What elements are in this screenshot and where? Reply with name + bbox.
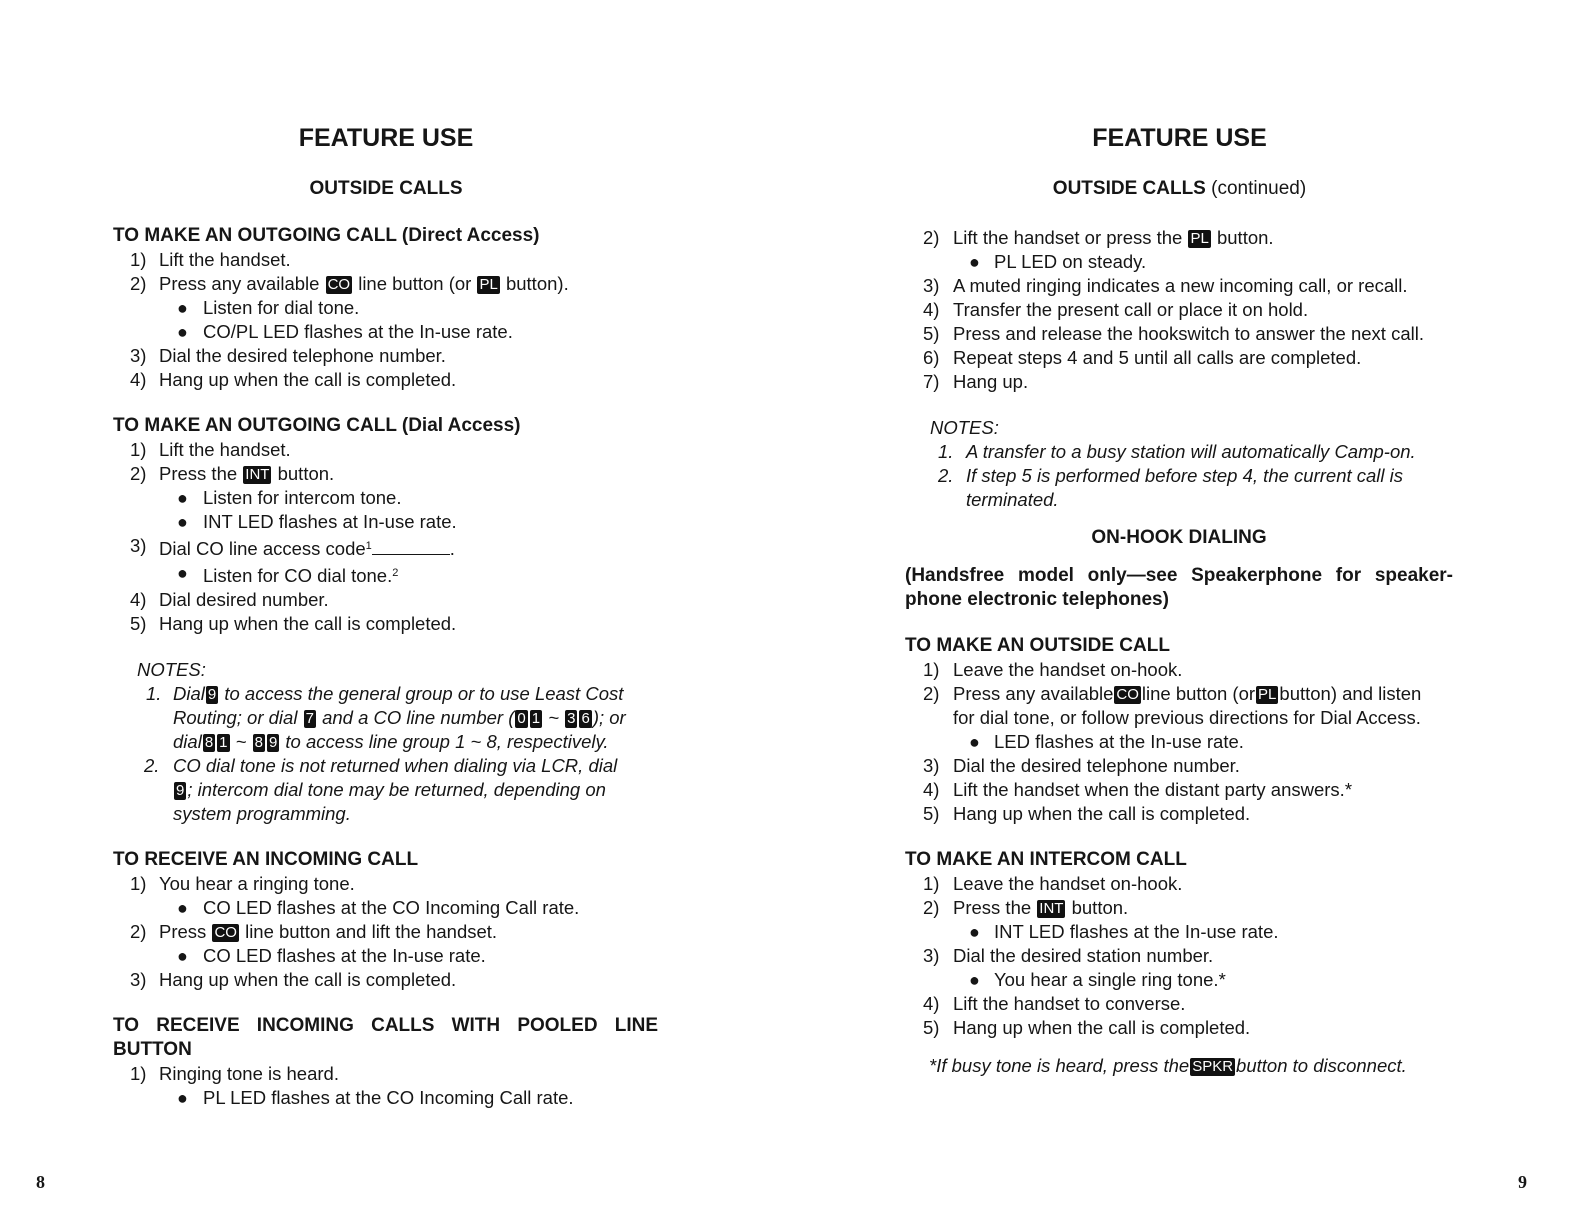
digit-key-icon: 6 xyxy=(581,710,590,727)
bullet-item: ● INT LED flashes at the In-use rate. xyxy=(969,921,1279,942)
list-item: 3) Dial the desired telephone number. xyxy=(130,345,446,366)
list-item: 3) Hang up when the call is completed. xyxy=(130,969,457,990)
list-item: 5) Hang up when the call is completed. xyxy=(130,613,457,634)
on-hook-dialing-title: ON-HOOK DIALING xyxy=(1091,527,1267,548)
list-item: 6) Repeat steps 4 and 5 until all calls are completed. xyxy=(923,347,1362,368)
bullet-icon: ● xyxy=(177,488,188,508)
bullet-icon: ● xyxy=(177,322,188,342)
note-item: 2. CO dial tone is not returned when dialing via LCR, dial 9 ; intercom dial tone may be returned, depending on system programming. xyxy=(144,755,618,824)
bullet-icon: ● xyxy=(969,922,980,942)
bullet-item: ● Listen for intercom tone. xyxy=(177,487,402,508)
bullet-icon: ● xyxy=(177,563,188,583)
digit-key-icon: 0 xyxy=(517,710,526,727)
list-item: 1) You hear a ringing tone. xyxy=(130,873,355,894)
notes-label: NOTES: xyxy=(930,417,999,438)
list-item: 2) Press any available CO line button (or PL button) and listen xyxy=(923,683,1422,704)
intercom-call-heading: TO MAKE AN INTERCOM CALL xyxy=(905,849,1187,870)
pl-key-icon: PL xyxy=(1258,686,1277,703)
list-item: 7) Hang up. xyxy=(923,371,1029,392)
page-title: FEATURE USE xyxy=(1092,124,1267,152)
note-item: 1. Dial 9 to access the general group or to use Least Cost Routing; or dial 7 and a CO line number ( 0 1 ~ 3 6 ); or dial 8 1 ~ 8 9 to access line group 1 ~ 8, respectively. xyxy=(146,683,626,752)
list-item-continued: for dial tone, or follow previous directions for Dial Access. xyxy=(953,707,1421,728)
list-item: 4) Dial desired number. xyxy=(130,589,329,610)
digit-key-icon: 3 xyxy=(567,710,576,727)
bullet-item: ● PL LED on steady. xyxy=(969,251,1147,272)
list-item: 1) Lift the handset. xyxy=(130,439,291,460)
pl-key-icon: PL xyxy=(1190,230,1209,247)
list-item: 5) Hang up when the call is completed. xyxy=(923,803,1251,824)
page-number: 9 xyxy=(1518,1172,1527,1192)
list-item: 3) A muted ringing indicates a new incoming call, or recall. xyxy=(923,275,1408,296)
outside-call-heading: TO MAKE AN OUTSIDE CALL xyxy=(905,635,1170,656)
right-content xyxy=(905,226,1465,1078)
bullet-item: ● CO/PL LED flashes at the In-use rate. xyxy=(177,321,513,342)
footnote: *If busy tone is heard, press the SPKR button to disconnect. xyxy=(929,1055,1407,1076)
bullet-icon: ● xyxy=(177,946,188,966)
co-key-icon: CO xyxy=(327,276,351,293)
list-item: 4) Lift the handset to converse. xyxy=(923,993,1186,1014)
bullet-icon: ● xyxy=(969,252,980,272)
digit-key-icon: 1 xyxy=(531,710,541,727)
note-item: 2. If step 5 is performed before step 4, the current call is terminated. xyxy=(938,465,1404,510)
digit-key-icon: 1 xyxy=(219,734,228,751)
bullet-icon: ● xyxy=(969,732,980,752)
page-number: 8 xyxy=(36,1172,45,1192)
list-item: 2) Press any available CO line button (or PL button). xyxy=(130,273,569,294)
list-item: 4) Hang up when the call is completed. xyxy=(130,369,457,390)
digit-key-icon: 8 xyxy=(204,734,214,751)
pl-key-icon: PL xyxy=(479,276,498,293)
bullet-item: ● Listen for CO dial tone.$^2$ xyxy=(177,563,399,586)
section-title: OUTSIDE CALLS xyxy=(309,178,463,199)
int-key-icon: INT xyxy=(245,466,270,483)
list-item: 1) Ringing tone is heard. xyxy=(130,1063,339,1084)
notes-label: NOTES: xyxy=(137,659,206,680)
bullet-icon: ● xyxy=(969,970,980,990)
bullet-item: ● CO LED flashes at the In-use rate. xyxy=(177,945,486,966)
on-hook-intro: (Handsfree model only—see Speakerphone for speaker-phone electronic telephones) xyxy=(905,565,1453,610)
bullet-icon: ● xyxy=(177,1088,188,1108)
list-item: 1) Leave the handset on-hook. xyxy=(923,659,1183,680)
left-content xyxy=(113,224,673,1110)
digit-key-icon: 9 xyxy=(207,686,217,703)
bullet-item: ● LED flashes at the In-use rate. xyxy=(969,731,1244,752)
list-item: 2) Press CO line button and lift the handset. xyxy=(130,921,498,942)
list-item: 3) Dial the desired station number. xyxy=(923,945,1214,966)
list-item: 1) Lift the handset. xyxy=(130,249,291,270)
bullet-item: ● INT LED flashes at In-use rate. xyxy=(177,511,457,532)
digit-key-icon: 9 xyxy=(176,782,185,799)
list-item: 4) Transfer the present call or place it on hold. xyxy=(923,299,1309,320)
co-key-icon: CO xyxy=(214,924,237,941)
int-key-icon: INT xyxy=(1039,900,1064,917)
spkr-key-icon: SPKR xyxy=(1192,1058,1234,1075)
section-title: OUTSIDE CALLS (continued) xyxy=(1052,178,1307,199)
list-item: 3) Dial the desired telephone number. xyxy=(923,755,1240,776)
dial-access-heading: TO MAKE AN OUTGOING CALL (Dial Access) xyxy=(113,415,521,436)
bullet-item: ● You hear a single ring tone.* xyxy=(969,969,1226,990)
list-item: 2) Press the INT button. xyxy=(130,463,335,484)
list-item: 5) Hang up when the call is completed. xyxy=(923,1017,1251,1038)
bullet-item: ● PL LED flashes at the CO Incoming Call rate. xyxy=(177,1087,574,1108)
bullet-item: ● CO LED flashes at the CO Incoming Call rate. xyxy=(177,897,580,918)
page-title: FEATURE USE xyxy=(298,124,474,152)
bullet-icon: ● xyxy=(177,512,188,532)
bullet-icon: ● xyxy=(177,298,188,318)
co-key-icon: CO xyxy=(1116,686,1139,703)
list-item: 4) Lift the handset when the distant party answers.* xyxy=(923,779,1353,800)
receive-call-heading: TO RECEIVE AN INCOMING CALL xyxy=(113,849,419,870)
right-page xyxy=(792,0,1583,1216)
list-item: 1) Leave the handset on-hook. xyxy=(923,873,1183,894)
pooled-line-heading: TO RECEIVE INCOMING CALLS WITH POOLED LINE BUTTON xyxy=(113,1015,658,1060)
list-item: 5) Press and release the hookswitch to answer the next call. xyxy=(923,323,1424,344)
note-item: 1. A transfer to a busy station will automatically Camp-on. xyxy=(938,441,1416,462)
list-item: 2) Press the INT button. xyxy=(923,897,1129,918)
list-item: 2) Lift the handset or press the PL button. xyxy=(923,227,1274,248)
bullet-item: ● Listen for dial tone. xyxy=(177,297,360,318)
digit-key-icon: 8 xyxy=(254,734,263,751)
fill-in-blank xyxy=(372,537,450,555)
list-item: 3) Dial CO line access code$^1$ . xyxy=(130,535,455,559)
direct-access-heading: TO MAKE AN OUTGOING CALL (Direct Access) xyxy=(113,225,540,246)
digit-key-icon: 7 xyxy=(305,710,314,727)
bullet-icon: ● xyxy=(177,898,188,918)
digit-key-icon: 9 xyxy=(268,734,278,751)
